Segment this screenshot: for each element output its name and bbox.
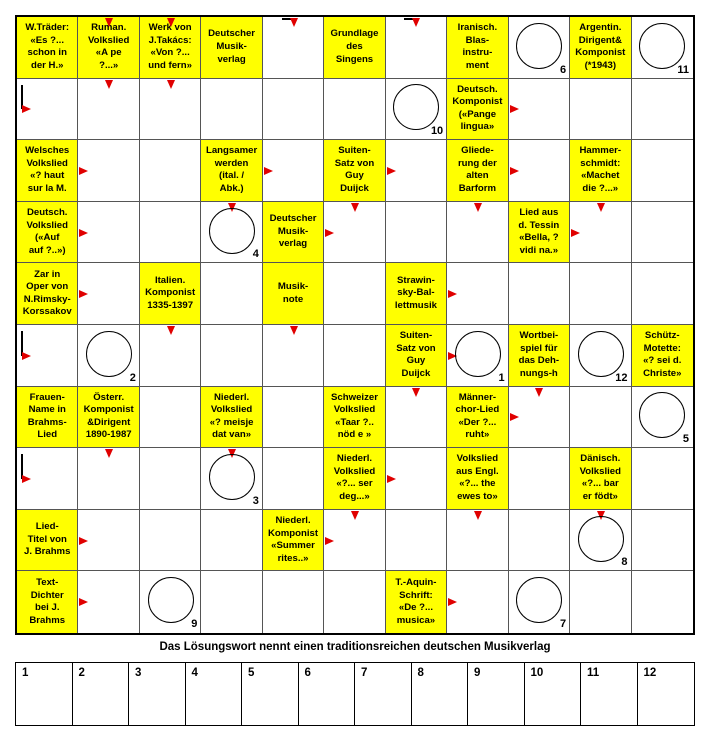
clue-cell [447, 140, 508, 202]
answer-cell[interactable] [632, 263, 693, 325]
solution-letter-box[interactable] [525, 663, 582, 725]
arrow-right-icon [448, 598, 457, 606]
crossword-grid [15, 15, 695, 635]
arrow-down-icon [105, 18, 113, 27]
solution-letter-number: 5 [248, 667, 255, 679]
clue-cell [17, 510, 78, 572]
solution-circle-number: 11 [677, 63, 689, 76]
clue-text: Grundlage des Singens [330, 28, 379, 65]
clue-text: Niederl. Komponist «Summer rites..» [267, 514, 319, 564]
arrow-right-icon [79, 229, 88, 237]
clue-cell [263, 510, 324, 572]
arrow-right-icon [264, 167, 273, 175]
clue-cell [17, 387, 78, 449]
solution-letter-number: 2 [78, 667, 85, 679]
solution-letter-box[interactable] [242, 663, 299, 725]
clue-cell [386, 263, 447, 325]
clue-cell [17, 140, 78, 202]
arrow-down-icon [290, 18, 298, 27]
clue-text: Zar in Oper von N.Rimsky- Korssakov [22, 268, 72, 318]
solution-circle-number: 7 [559, 618, 567, 630]
clue-cell [324, 448, 385, 510]
clue-text: Hammer- schmidt: «Machet die ?...» [579, 145, 622, 195]
solution-letter-number: 11 [587, 667, 600, 679]
arrow-down-icon [167, 80, 175, 89]
answer-cell[interactable] [140, 510, 201, 572]
clue-cell [263, 263, 324, 325]
solution-circle [148, 577, 194, 623]
answer-cell[interactable] [263, 79, 324, 141]
solution-letter-box[interactable] [129, 663, 186, 725]
solution-circle-number: 3 [252, 494, 259, 507]
solution-circle-number: 5 [682, 433, 689, 446]
solution-letter-box[interactable] [468, 663, 525, 725]
solution-circle-number: 9 [191, 618, 198, 630]
clue-text: Langsamer werden (ital. / Abk.) [205, 145, 258, 195]
arrow-right-icon [79, 598, 88, 606]
arrow-right-icon [79, 290, 88, 298]
arrow-right-icon [22, 475, 31, 483]
solution-letter-box[interactable] [73, 663, 130, 725]
clue-cell [386, 571, 447, 633]
solution-circle [86, 331, 132, 377]
answer-cell[interactable] [324, 325, 385, 387]
arrow-down-icon [105, 449, 113, 458]
answer-cell[interactable] [201, 571, 262, 633]
arrow-right-icon [510, 413, 519, 421]
arrow-down-icon [474, 203, 482, 212]
solution-letter-number: 9 [474, 667, 481, 679]
clue-text: Schweizer Volkslied «Taar ?.. nöd e » [331, 391, 378, 441]
clue-cell [324, 387, 385, 449]
arrow-down-icon [412, 18, 420, 27]
arrow-down-icon [167, 326, 175, 335]
clue-text: Deutscher Musik- verlag [269, 213, 317, 250]
answer-cell[interactable] [632, 202, 693, 264]
answer-cell[interactable] [201, 79, 262, 141]
solution-circle-number: 2 [129, 371, 136, 384]
arrow-right-icon [387, 167, 396, 175]
answer-cell[interactable] [263, 448, 324, 510]
solution-letter-box[interactable] [186, 663, 243, 725]
clue-text: Volkslied aus Engl. «?... the ewes to» [456, 453, 499, 503]
clue-text: Lied aus d. Tessin «Bella, ? vidi na.» [518, 206, 560, 256]
clue-cell [632, 325, 693, 387]
solution-circle [209, 454, 255, 500]
clue-cell [17, 202, 78, 264]
clue-cell [447, 79, 508, 141]
answer-cell[interactable] [324, 263, 385, 325]
clue-cell [324, 140, 385, 202]
arrow-down-icon [412, 388, 420, 397]
solution-letter-box[interactable] [638, 663, 695, 725]
solution-circle-number: 8 [621, 556, 628, 569]
solution-caption: Das Lösungswort nennt einen traditionsreichen deutschen Musikverlag [159, 641, 551, 653]
clue-cell [570, 140, 631, 202]
clue-cell [201, 17, 262, 79]
clue-text: Ruman. Volkslied «A pe ?...» [87, 22, 130, 71]
clue-cell [201, 387, 262, 449]
arrow-right-icon [510, 105, 519, 113]
solution-letter-number: 8 [417, 667, 424, 679]
arrow-down-icon [290, 326, 298, 335]
solution-letter-number: 7 [361, 667, 368, 679]
clue-text: Musik- note [277, 281, 309, 305]
clue-text: T.-Aquin- Schrift: «De ?... musica» [395, 577, 437, 626]
answer-cell[interactable] [632, 448, 693, 510]
solution-circle-number: 1 [498, 371, 505, 384]
clue-text: Text- Dichter bei J. Brahms [29, 577, 66, 626]
clue-cell [324, 17, 385, 79]
clue-cell [17, 263, 78, 325]
clue-text: Suiten- Satz von Guy Duijck [334, 145, 375, 195]
clue-cell [509, 202, 570, 264]
arrow-right-icon [510, 167, 519, 175]
clue-text: Deutscher Musik- verlag [208, 28, 256, 65]
answer-cell[interactable] [324, 79, 385, 141]
clue-text: Italien. Komponist 1335-1397 [145, 274, 196, 311]
arrow-down-icon [597, 203, 605, 212]
clue-cell [263, 202, 324, 264]
solution-circle-number: 4 [252, 248, 259, 261]
solution-circle [639, 23, 685, 69]
clue-text: Suiten- Satz von Guy Duijck [396, 330, 436, 379]
arrow-down-icon [105, 80, 113, 89]
clue-cell [17, 571, 78, 633]
clue-text: Männer- chor-Lied «Der ?... ruht» [455, 391, 500, 441]
answer-cell[interactable] [263, 571, 324, 633]
solution-circle-number: 6 [559, 63, 567, 76]
answer-cell[interactable] [570, 571, 631, 633]
answer-cell[interactable] [386, 202, 447, 264]
answer-cell[interactable] [386, 510, 447, 572]
arrow-right-icon [22, 352, 31, 360]
answer-cell[interactable] [201, 263, 262, 325]
clue-text: Werk von J.Takács: «Von ?... und fern» [148, 22, 192, 71]
clue-text: Niederl. Volkslied «? meisje dat van» [209, 391, 254, 441]
clue-cell [447, 387, 508, 449]
arrow-right-icon [325, 229, 334, 237]
arrow-right-icon [79, 537, 88, 545]
clue-cell [140, 263, 201, 325]
solution-letter-box[interactable] [581, 663, 638, 725]
arrow-down-icon [167, 18, 175, 27]
solution-letter-box[interactable] [299, 663, 356, 725]
answer-cell[interactable] [140, 387, 201, 449]
clue-cell [17, 17, 78, 79]
answer-cell[interactable] [509, 510, 570, 572]
answer-cell[interactable] [140, 202, 201, 264]
clue-text: Deutsch. Volkslied («Auf auf ?..») [26, 206, 68, 256]
solution-letter-number: 6 [304, 667, 311, 679]
clue-text: Strawin- sky-Bal- lettmusik [394, 274, 437, 311]
answer-cell[interactable] [570, 263, 631, 325]
answer-cell[interactable] [140, 140, 201, 202]
clue-text: Frauen- Name in Brahms- Lied [27, 391, 67, 441]
clue-cell [386, 325, 447, 387]
clue-text: Argentin. Dirigent& Komponist (*1943) [575, 22, 626, 71]
arrow-right-icon [571, 229, 580, 237]
clue-cell [201, 140, 262, 202]
answer-cell[interactable] [632, 79, 693, 141]
arrow-down-icon [351, 203, 359, 212]
clue-cell [570, 448, 631, 510]
solution-circle-number: 10 [430, 125, 444, 138]
clue-text: Deutsch. Komponist («Pange lingua» [452, 83, 503, 133]
clue-text: Österr. Komponist &Dirigent 1890-1987 [83, 391, 134, 441]
clue-text: W.Träder: «Es ?... schon in der H.» [25, 22, 70, 71]
arrow-down-icon [535, 388, 543, 397]
solution-letter-box[interactable] [355, 663, 412, 725]
answer-cell[interactable] [570, 79, 631, 141]
clue-cell [447, 448, 508, 510]
solution-circle [209, 208, 255, 254]
clue-text: Schütz- Motette: «? sei d. Christe» [643, 330, 682, 379]
arrow-right-icon [325, 537, 334, 545]
answer-cell[interactable] [201, 510, 262, 572]
answer-cell[interactable] [509, 448, 570, 510]
clue-cell [570, 17, 631, 79]
answer-cell[interactable] [140, 448, 201, 510]
solution-letter-number: 10 [530, 667, 544, 679]
arrow-right-icon [22, 105, 31, 113]
solution-row [15, 662, 695, 726]
answer-cell[interactable] [632, 140, 693, 202]
answer-cell[interactable] [324, 571, 385, 633]
solution-circle [516, 23, 562, 69]
solution-circle [455, 331, 501, 377]
solution-letter-number: 1 [22, 667, 29, 679]
arrow-right-icon [79, 167, 88, 175]
answer-cell[interactable] [263, 387, 324, 449]
arrow-right-icon [448, 290, 457, 298]
clue-text: Dänisch. Volkslied «?... bar er födt» [579, 453, 622, 503]
clue-text: Lied- Titel von J. Brahms [24, 521, 71, 558]
solution-letter-number: 12 [643, 667, 657, 679]
clue-text: Wortbei- spiel für das Deh- nungs-h [518, 330, 560, 379]
clue-text: Iranisch. Blas- instru- ment [457, 22, 498, 71]
answer-cell[interactable] [632, 510, 693, 572]
solution-letter-number: 4 [191, 667, 198, 679]
clue-cell [509, 325, 570, 387]
answer-cell[interactable] [201, 325, 262, 387]
solution-letter-box[interactable] [16, 663, 73, 725]
clue-text: Welsches Volkslied «? haut sur la M. [25, 145, 70, 195]
solution-letter-number: 3 [135, 667, 142, 679]
solution-circle-number: 12 [615, 371, 628, 384]
answer-cell[interactable] [570, 387, 631, 449]
answer-cell[interactable] [509, 263, 570, 325]
solution-circle [578, 331, 624, 377]
clue-text: Gliede- rung der alten Barform [457, 145, 497, 195]
clue-cell [447, 17, 508, 79]
arrow-right-icon [387, 475, 396, 483]
clue-text: Niederl. Volkslied «?... ser deg...» [333, 453, 376, 503]
arrow-down-icon [474, 511, 482, 520]
clue-cell [78, 387, 139, 449]
answer-cell[interactable] [632, 571, 693, 633]
arrow-down-icon [351, 511, 359, 520]
solution-letter-box[interactable] [412, 663, 469, 725]
solution-circle [578, 516, 624, 562]
